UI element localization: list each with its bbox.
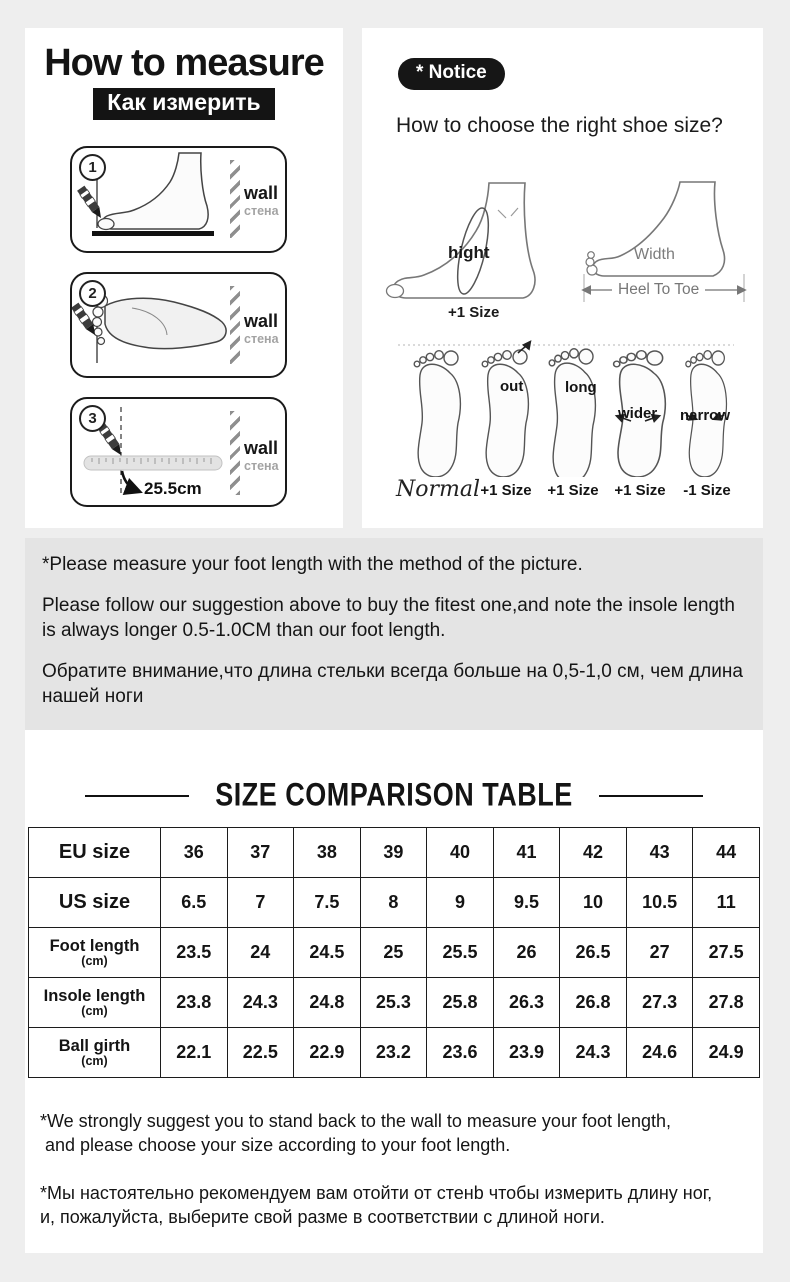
footprint-out	[482, 349, 528, 477]
size-cell: 8	[360, 878, 427, 928]
size-cell: 37	[227, 828, 294, 878]
footprint-size-normal: Normal	[395, 477, 481, 502]
size-cell: 7.5	[294, 878, 361, 928]
size-cell: 9	[427, 878, 494, 928]
heading-rule-left	[85, 795, 189, 797]
size-cell: 27.5	[693, 928, 760, 978]
measured-length-label: 25.5cm	[144, 479, 202, 498]
size-cell: 10.5	[626, 878, 693, 928]
notice-panel	[362, 28, 763, 528]
note-insole-length-ru: Обратите внимание,что длина стельки всегда больше на 0,5-1,0 см, чем длина нашей ноги	[42, 661, 743, 708]
size-cell: 41	[493, 828, 560, 878]
footprint-long-label: long	[565, 379, 597, 396]
howto-title: How to measure	[44, 42, 324, 84]
row-header: EU size	[29, 828, 161, 878]
howto-title-ru-badge: Как измерить	[93, 88, 274, 120]
wall-hatch	[230, 160, 240, 238]
size-cell: 26.8	[560, 978, 627, 1028]
size-cell: 26.3	[493, 978, 560, 1028]
heading-rule-right	[599, 795, 703, 797]
foot-side-view	[102, 153, 208, 229]
row-header: Ball girth (cm)	[29, 1028, 161, 1078]
heel-to-toe-label: Heel To Toe	[612, 281, 705, 299]
note-en-line1: *We strongly suggest you to stand back to the wall to measure your foot length,	[40, 1111, 672, 1131]
size-cell: 24.6	[626, 1028, 693, 1078]
size-cell: 25	[360, 928, 427, 978]
size-cell: 22.9	[294, 1028, 361, 1078]
footprint-out-label: out	[500, 378, 524, 395]
arrow	[122, 471, 138, 491]
measure-step-1	[70, 146, 287, 253]
size-cell: 11	[693, 878, 760, 928]
size-cell: 23.2	[360, 1028, 427, 1078]
size-cell: 38	[294, 828, 361, 878]
note-stand-back-ru	[40, 1182, 749, 1230]
size-cell: 6.5	[161, 878, 228, 928]
footprint-wider-label: wider	[618, 405, 658, 422]
note-stand-back	[40, 1110, 749, 1158]
footprint-size-1: +1 Size	[480, 482, 532, 499]
howto-panel	[25, 28, 343, 528]
girth-label: hight	[448, 243, 490, 262]
size-cell: 25.3	[360, 978, 427, 1028]
size-cell: 44	[693, 828, 760, 878]
floor-line	[92, 231, 214, 236]
table-row	[29, 878, 760, 928]
foot-sole-view	[105, 298, 226, 348]
wall-label-ru: стена	[244, 458, 279, 473]
wall-hatch	[230, 411, 240, 495]
girth-size-label: +1 Size	[448, 304, 500, 321]
size-cell: 24	[227, 928, 294, 978]
size-cell: 39	[360, 828, 427, 878]
wall-label	[244, 184, 279, 218]
measure-notes-band	[25, 538, 763, 730]
footprint-normal	[414, 351, 460, 477]
size-cell: 43	[626, 828, 693, 878]
foot-side-left	[393, 183, 535, 298]
size-cell: 40	[427, 828, 494, 878]
row-header: Insole length (cm)	[29, 978, 161, 1028]
note-ru-line2: и, пожалуйста, выберите свой разме в соответствии с длиной ноги.	[40, 1206, 605, 1227]
pencil-icon	[77, 186, 105, 221]
wall-hatch	[230, 286, 240, 364]
size-cell: 23.5	[161, 928, 228, 978]
size-cell: 7	[227, 878, 294, 928]
row-header: Foot length (cm)	[29, 928, 161, 978]
size-cell: 23.6	[427, 1028, 494, 1078]
table-row	[29, 1028, 760, 1078]
table-row	[29, 978, 760, 1028]
size-cell: 9.5	[493, 878, 560, 928]
size-cell: 42	[560, 828, 627, 878]
size-cell: 24.8	[294, 978, 361, 1028]
note-insole-length-en: Please follow our suggestion above to buy the fitest one,and note the insole length is always longer 0.5-1.0CM than our foot length.	[42, 595, 735, 642]
size-cell: 27.3	[626, 978, 693, 1028]
size-cell: 23.8	[161, 978, 228, 1028]
step-number-badge: 1	[79, 154, 106, 181]
size-table-heading	[25, 776, 763, 813]
note-en-line2: and please choose your size according to your foot length.	[45, 1134, 511, 1155]
row-header: US size	[29, 878, 161, 928]
wall-label-en: wall	[244, 438, 279, 458]
measure-step-3	[70, 397, 287, 507]
footprint-size-2: +1 Size	[547, 482, 599, 499]
footprint-size-4: -1 Size	[683, 482, 731, 499]
size-cell: 22.5	[227, 1028, 294, 1078]
size-cell: 25.5	[427, 928, 494, 978]
wall-label-ru: стена	[244, 331, 279, 346]
size-table	[28, 827, 760, 1078]
size-table-title: SIZE COMPARISON TABLE	[215, 776, 573, 813]
footprint-size-3: +1 Size	[614, 482, 666, 499]
wall-label-ru: стена	[244, 203, 279, 218]
note-ru-line1: *Мы настоятельно рекомендуем вам отойти от стенb чтобы измерить длину ног,	[40, 1183, 713, 1203]
table-row	[29, 828, 760, 878]
size-cell: 25.8	[427, 978, 494, 1028]
size-cell: 10	[560, 878, 627, 928]
howto-title-ru-wrap	[25, 88, 343, 120]
note-measure-method: *Please measure your foot length with the method of the picture.	[42, 554, 583, 575]
size-cell: 24.3	[227, 978, 294, 1028]
footprint-long	[549, 349, 595, 477]
notice-badge: * Notice	[398, 58, 505, 90]
foot-measure-diagram	[378, 178, 750, 328]
ruler	[84, 456, 222, 470]
size-cell: 24.3	[560, 1028, 627, 1078]
size-cell: 23.9	[493, 1028, 560, 1078]
wall-label	[244, 312, 279, 346]
step-number-badge: 3	[79, 405, 106, 432]
size-cell: 36	[161, 828, 228, 878]
size-cell: 24.9	[693, 1028, 760, 1078]
width-label: Width	[634, 246, 675, 263]
size-cell: 27	[626, 928, 693, 978]
step-number-badge: 2	[79, 280, 106, 307]
wall-label-en: wall	[244, 183, 279, 203]
size-cell: 26.5	[560, 928, 627, 978]
wall-label	[244, 439, 279, 473]
measure-step-2	[70, 272, 287, 378]
wall-label-en: wall	[244, 311, 279, 331]
size-cell: 22.1	[161, 1028, 228, 1078]
size-cell: 27.8	[693, 978, 760, 1028]
footprint-narrow-label: narrow	[680, 407, 731, 424]
size-cell: 24.5	[294, 928, 361, 978]
size-table-panel	[25, 730, 763, 1253]
notice-question: How to choose the right shoe size?	[396, 114, 723, 137]
table-row	[29, 928, 760, 978]
size-cell: 26	[493, 928, 560, 978]
